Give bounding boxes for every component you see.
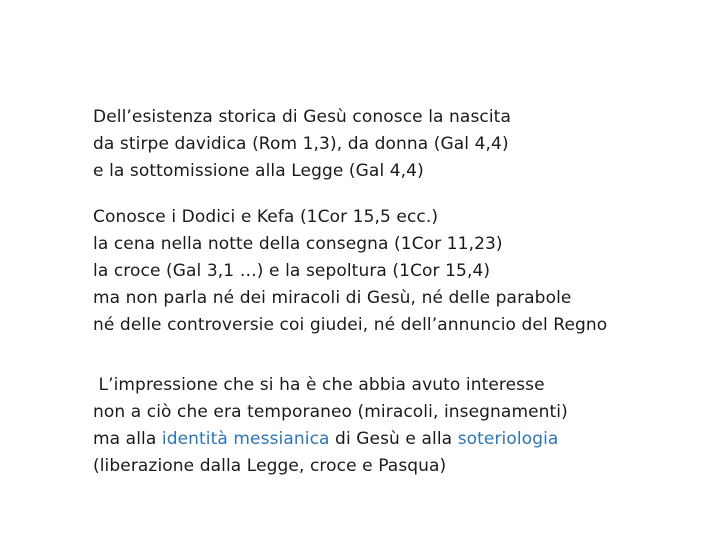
- paragraph-known-events: [93, 204, 607, 339]
- text-line: L’impressione che si ha è che abbia avuto interesse: [93, 375, 545, 395]
- text-line: Conosce i Dodici e Kefa (1Cor 15,5 ecc.): [93, 207, 439, 227]
- text-line-highlighted: [93, 426, 568, 453]
- text-line: né delle controversie coi giudei, né dell’annuncio del Regno: [93, 315, 608, 335]
- text-line: da stirpe davidica (Rom 1,3), da donna (Gal 4,4): [93, 134, 509, 154]
- text-line: la cena nella notte della consegna (1Cor 11,23): [93, 234, 503, 254]
- text-segment: ma alla: [93, 429, 162, 449]
- text-line: (liberazione dalla Legge, croce e Pasqua): [93, 456, 447, 476]
- highlight-soteriologia: soteriologia: [457, 429, 559, 449]
- paragraph-historical-facts: [93, 104, 511, 185]
- text-line: e la sottomissione alla Legge (Gal 4,4): [93, 161, 424, 181]
- text-line: ma non parla né dei miracoli di Gesù, né delle parabole: [93, 288, 572, 308]
- text-line: Dell’esistenza storica di Gesù conosce la nascita: [93, 107, 511, 127]
- paragraph-impression: [93, 372, 568, 480]
- text-segment: di Gesù e alla: [329, 429, 458, 449]
- text-line: non a ciò che era temporaneo (miracoli, insegnamenti): [93, 402, 568, 422]
- text-line: la croce (Gal 3,1 …) e la sepoltura (1Cor 15,4): [93, 261, 491, 281]
- highlight-identita-messianica: identità messianica: [161, 429, 330, 449]
